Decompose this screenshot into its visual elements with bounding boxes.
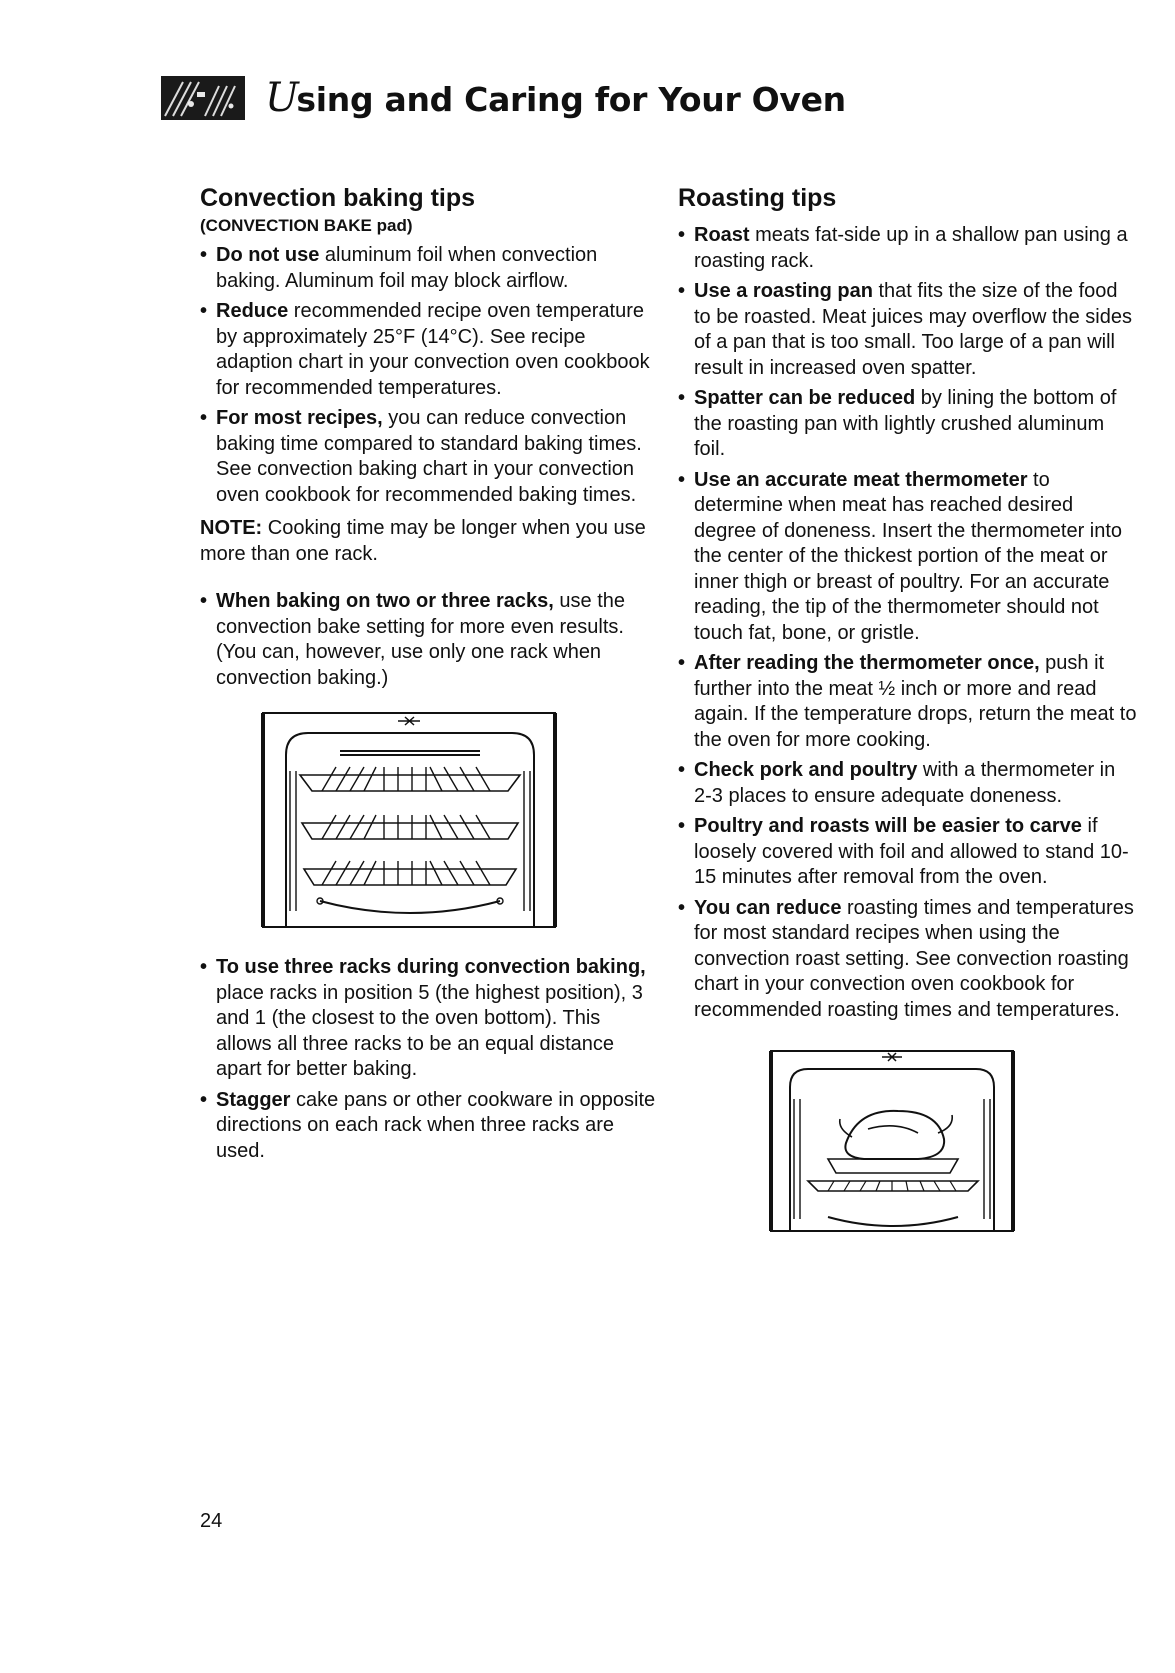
roasting-heading: Roasting tips	[678, 184, 837, 212]
multi-rack-tips-list	[200, 589, 660, 691]
oven-three-racks-illustration	[260, 711, 560, 933]
page-number: 24	[200, 1510, 223, 1532]
tip-text: to determine when meat has reached desired degree of doneness. Insert the thermometer into the center of the thickest portion of the meat or inner thigh or breast of poultry. For an accurate reading, the tip of the thermometer should not touch fat, bone, or gristle.	[694, 468, 1123, 644]
tip-text: place racks in position 5 (the highest position), 3 and 1 (the closest to the oven bottom). This allows all three racks to be an equal distance apart for better baking.	[216, 981, 643, 1080]
tip-item	[678, 651, 1138, 753]
convection-subheading: (CONVECTION BAKE pad)	[200, 216, 413, 235]
tip-item	[678, 386, 1138, 463]
tip-text: cake pans or other cookware in opposite directions on each rack when three racks are used.	[216, 1088, 656, 1162]
tip-bold-lead: For most recipes,	[216, 407, 383, 429]
three-rack-tips-list	[200, 955, 660, 1164]
tip-text: roasting times and temperatures for most standard recipes when using the convection roast setting. See convection roasting chart in your convection oven cookbook for recommended roasting times and temperatures.	[694, 896, 1134, 1021]
tip-item	[678, 223, 1138, 274]
tip-bold-lead: Poultry and roasts will be easier to carve	[694, 815, 1082, 837]
tip-bold-lead: Reduce	[216, 300, 289, 322]
tip-text: you can reduce convection baking time compared to standard baking times. See convection baking chart in your convection oven cookbook for recommended baking times.	[216, 407, 642, 506]
tip-item	[678, 468, 1138, 647]
title-text: sing and Caring for Your Oven	[296, 80, 846, 119]
tip-text: push it further into the meat ½ inch or more and read again. If the temperature drops, return the meat to the oven for more cooking.	[694, 652, 1137, 751]
note-text: Cooking time may be longer when you use more than one rack.	[200, 517, 646, 565]
tip-text: aluminum foil when convection baking. Aluminum foil may block airflow.	[216, 244, 598, 292]
oven-roasting-chicken-illustration	[768, 1049, 1018, 1235]
tip-item	[678, 279, 1138, 381]
tip-text: if loosely covered with foil and allowed to stand 10-15 minutes after removal from the oven.	[694, 815, 1129, 888]
tip-text: with a thermometer in 2-3 places to ensure adequate doneness.	[694, 759, 1116, 807]
tip-item	[200, 1088, 660, 1165]
tip-bold-lead: Spatter can be reduced	[694, 387, 916, 409]
tip-bold-lead: After reading the thermometer once,	[694, 652, 1040, 674]
tip-bold-lead: Roast	[694, 224, 750, 246]
tip-bold-lead: To use three racks during convection baking,	[216, 956, 646, 978]
tip-text: that fits the size of the food to be roasted. Meat juices may overflow the sides of a pan that is too small. Too large of a pan will result in increased oven spatter.	[694, 280, 1132, 379]
tip-item	[678, 896, 1138, 1024]
tip-item	[200, 406, 660, 508]
page-header	[161, 76, 1061, 136]
tip-bold-lead: You can reduce	[694, 896, 842, 919]
tip-item	[200, 589, 660, 691]
tip-text: by lining the bottom of the roasting pan with lightly crushed aluminum foil.	[694, 387, 1117, 460]
convection-heading: Convection baking tips	[200, 184, 476, 212]
left-column	[200, 183, 660, 1169]
title-script-letter: U	[265, 75, 299, 121]
tip-item	[678, 814, 1138, 891]
tip-bold-lead: Check pork and poultry	[694, 759, 918, 781]
right-column	[678, 183, 1138, 1235]
tip-item	[200, 955, 660, 1083]
oven-emblem-icon	[161, 76, 245, 120]
roasting-tips-list	[678, 223, 1138, 1023]
note-label: NOTE:	[200, 517, 263, 539]
tip-bold-lead: Do not use	[216, 244, 320, 266]
note-paragraph	[200, 516, 660, 567]
tip-bold-lead: Use an accurate meat thermometer	[694, 468, 1028, 491]
tip-item	[200, 243, 660, 294]
tip-item	[200, 299, 660, 401]
tip-text: meats fat-side up in a shallow pan using a roasting rack.	[694, 224, 1128, 272]
tip-bold-lead: Stagger	[216, 1088, 291, 1111]
tip-text: use the convection bake setting for more even results. (You can, however, use only one rack when convection baking.)	[216, 590, 626, 689]
tip-bold-lead: When baking on two or three racks,	[216, 590, 554, 612]
tip-text: recommended recipe oven temperature by approximately 25°F (14°C). See recipe adaption chart in your convection oven cookbook for recommended temperatures.	[216, 300, 650, 399]
tip-bold-lead: Use a roasting pan	[694, 280, 873, 302]
convection-tips-list	[200, 243, 660, 508]
tip-item	[678, 758, 1138, 809]
page-title	[265, 76, 846, 122]
